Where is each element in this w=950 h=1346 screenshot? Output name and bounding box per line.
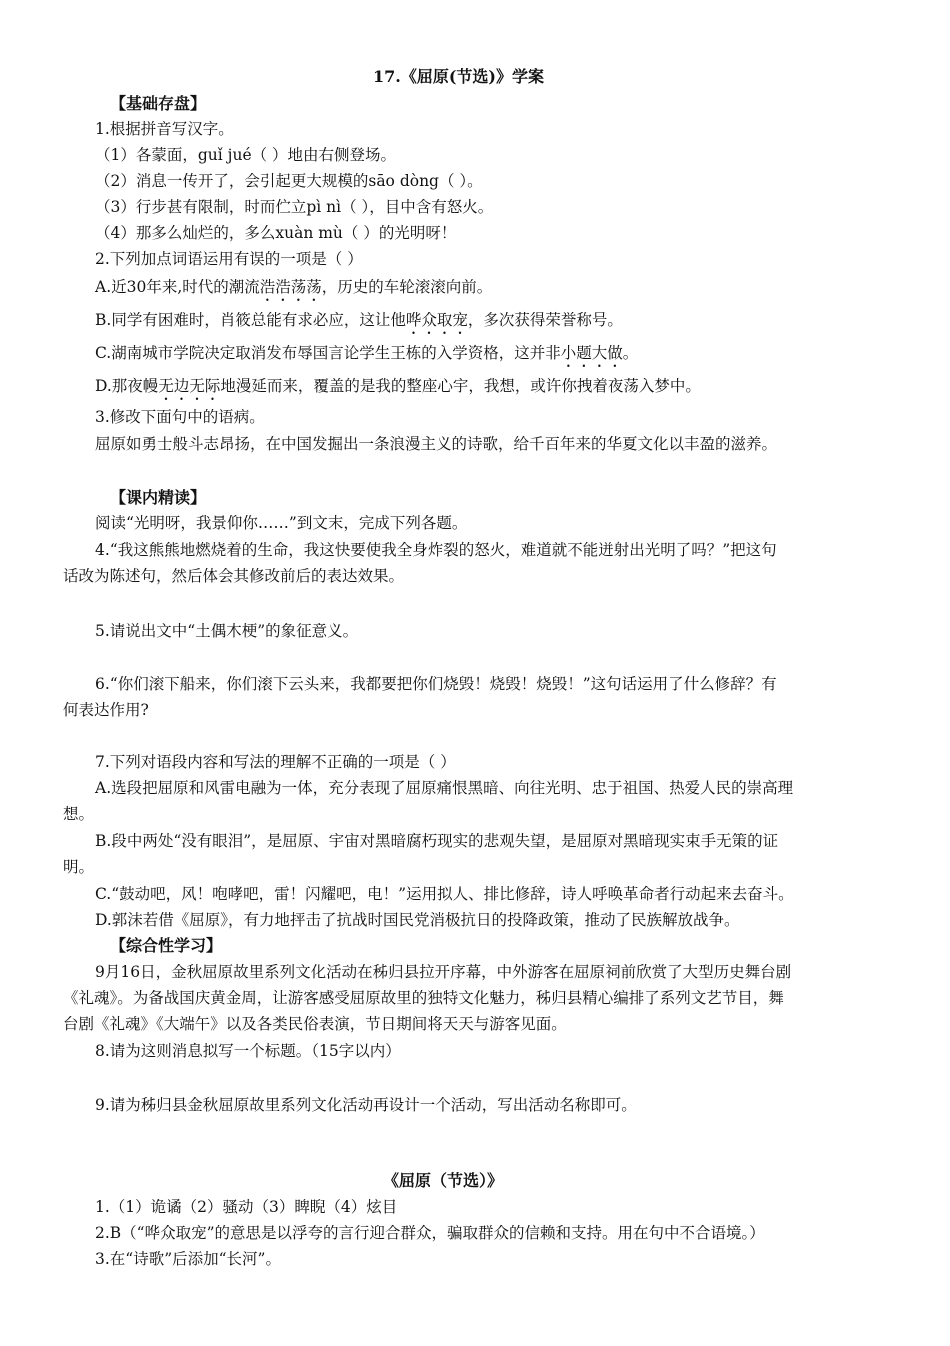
question-6-line: 何表达作用? (63, 701, 149, 719)
question-2-option-b (95, 310, 623, 338)
comprehensive-text-line: 9月16日，金秋屈原故里系列文化活动在秭归县拉开序幕，中外游客在屈原祠前欣赏了大型历史舞台剧 (95, 963, 792, 981)
question-1-item: （1）各蒙面，guǐ jué（ ）地由右侧登场。 (95, 146, 397, 164)
question-3-sentence: 屈原如勇士般斗志昂扬，在中国发掘出一条浪漫主义的诗歌，给千百年来的华夏文化以丰盈的滋养。 (95, 435, 778, 453)
reading-intro: 阅读“光明呀，我景仰你……”到文末，完成下列各题。 (95, 514, 468, 532)
answers-title: 《屈原（节选）》 (383, 1171, 504, 1190)
dotted-phrase: 无边无际 (158, 377, 221, 395)
answer-line: 3.在“诗歌”后添加“长河”。 (95, 1250, 281, 1268)
question-6-line: 6.“你们滚下船来，你们滚下云头来，我都要把你们烧毁！烧毁！烧毁！”这句话运用了什么修辞？有 (95, 675, 777, 693)
question-8: 8.请为这则消息拟写一个标题。（15字以内） (95, 1042, 401, 1060)
comprehensive-text-line: 《礼魂》。为备战国庆黄金周，让游客感受屈原故里的独特文化魅力，秭归县精心编排了系列文艺节目，舞 (63, 989, 784, 1007)
question-7-option-d: D.郭沫若借《屈原》，有力地抨击了抗战时国民党消极抗日的投降政策，推动了民族解放战争。 (95, 911, 740, 929)
question-7-stem: 7.下列对语段内容和写法的理解不正确的一项是（ ） (95, 753, 456, 771)
answer-line: 1.（1）诡谲（2）骚动（3）睥睨（4）炫目 (95, 1198, 398, 1216)
section-heading-reading: 【课内精读】 (110, 488, 207, 507)
question-9: 9.请为秭归县金秋屈原故里系列文化活动再设计一个活动，写出活动名称即可。 (95, 1096, 637, 1114)
option-text: 地漫延而来，覆盖的是我的整座心宇，我想，或许你拽着夜荡入梦中。 (220, 377, 701, 395)
question-1-item: （3）行步甚有限制，时而伫立pì nì（ ），目中含有怒火。 (95, 198, 494, 216)
question-7-option-a-cont: 想。 (63, 805, 95, 823)
question-7-option-b-cont: 明。 (63, 858, 95, 876)
section-heading-basic: 【基础存盘】 (110, 94, 207, 113)
question-7-option-c: C.“鼓动吧，风！咆哮吧，雷！闪耀吧，电！”运用拟人、排比修辞，诗人呼唤革命者行动起来去奋斗。 (95, 885, 794, 903)
option-text: D.那夜幔 (95, 377, 159, 395)
question-7-option-a: A.选段把屈原和风雷电融为一体，充分表现了屈原痛恨黑暗、向往光明、忠于祖国、热爱人民的崇高理 (95, 779, 794, 797)
option-text: C.湖南城市学院决定取消发布辱国言论学生王栋的入学资格，这并非 (95, 344, 561, 362)
question-2-stem: 2.下列加点词语运用有误的一项是（ ） (95, 250, 363, 268)
question-1-stem: 1.根据拼音写汉字。 (95, 120, 234, 138)
question-4-line: 话改为陈述句，然后体会其修改前后的表达效果。 (63, 567, 405, 585)
question-5: 5.请说出文中“土偶木梗”的象征意义。 (95, 622, 359, 640)
question-1-item: （2）消息一传开了，会引起更大规模的sāo dòng（ ）。 (95, 172, 483, 190)
question-2-option-a (95, 277, 492, 305)
option-text: B.同学有困难时，肖筱总能有求必应，这让他 (95, 311, 406, 329)
question-7-option-b: B.段中两处“没有眼泪”，是屈原、宇宙对黑暗腐朽现实的悲观失望，是屈原对黑暗现实束手无策的证 (95, 832, 779, 850)
comprehensive-text-line: 台剧《礼魂》《大端午》以及各类民俗表演，节日期间将天天与游客见面。 (63, 1015, 567, 1033)
dotted-phrase: 哗众取宠 (405, 311, 468, 329)
page-title: 17.《屈原(节选)》学案 (373, 67, 544, 86)
option-text: A.近30年来,时代的潮流 (95, 278, 260, 296)
option-text: ，历史的车轮滚滚向前。 (321, 278, 493, 296)
question-4-line: 4.“我这熊熊地燃烧着的生命，我这快要使我全身炸裂的怒火，难道就不能迸射出光明了吗？”把这句 (95, 541, 777, 559)
question-1-item: （4）那多么灿烂的，多么xuàn mù（ ）的光明呀！ (95, 224, 457, 242)
dotted-phrase: 浩浩荡荡 (259, 278, 322, 296)
question-3-stem: 3.修改下面句中的语病。 (95, 408, 265, 426)
option-text: 。 (622, 344, 639, 362)
section-heading-comprehensive: 【综合性学习】 (110, 936, 223, 955)
answer-line: 2.B（“哗众取宠”的意思是以浮夸的言行迎合群众，骗取群众的信赖和支持。用在句中不合语境。） (95, 1224, 765, 1242)
dotted-phrase: 小题大做 (560, 344, 623, 362)
question-2-option-d (95, 376, 701, 404)
question-2-option-c (95, 343, 638, 371)
option-text: ，多次获得荣誉称号。 (467, 311, 623, 329)
